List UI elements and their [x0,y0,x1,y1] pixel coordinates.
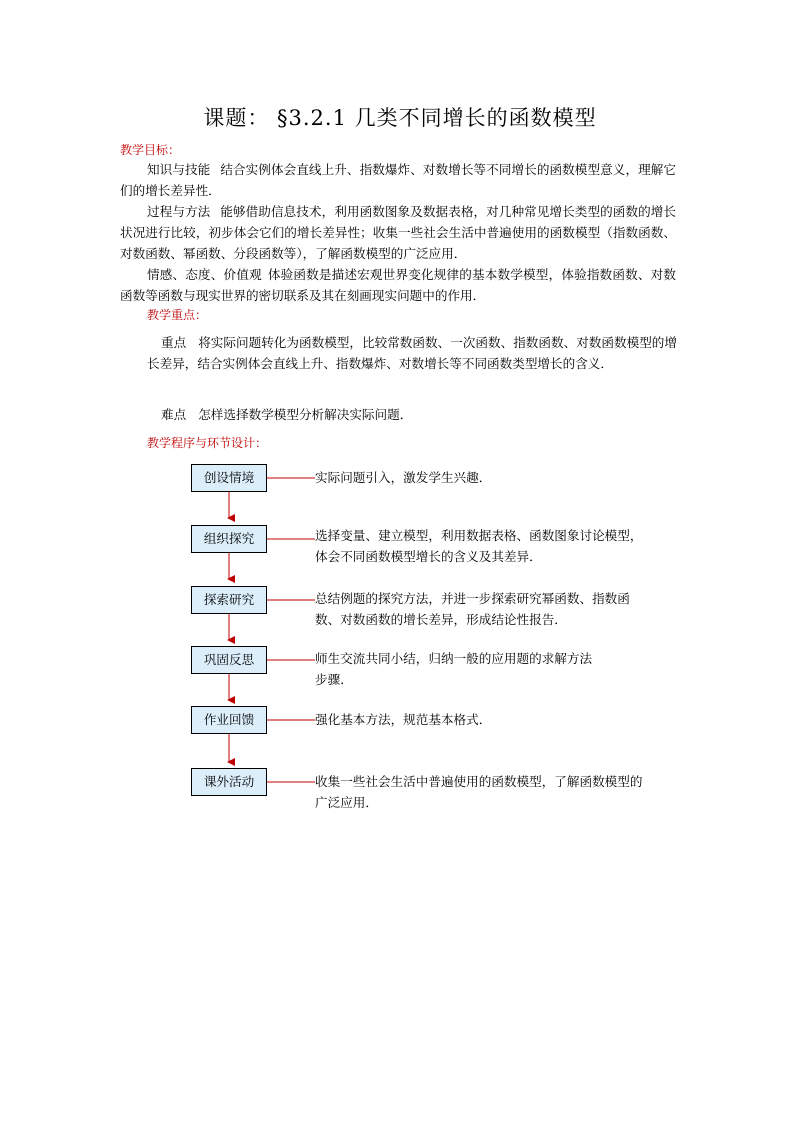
goal-process-label: 过程与方法 [147,204,211,219]
flow-step-3-box: 探索研究 [191,586,267,614]
goal-emotion-label: 情感、态度、价值观 [147,267,262,282]
flow-step-6-desc: 收集一些社会生活中普遍使用的函数模型，了解函数模型的广泛应用． [315,774,643,810]
page-title: 课题： §3.2.1 几类不同增长的函数模型 [203,106,597,130]
flow-step-4-box: 巩固反思 [191,646,267,674]
goal-process-text: 能够借助信息技术，利用函数图象及数据表格，对几种常见增长类型的函数的增长状况进行比较，初步体会它们的增长差异性；收集一些社会生活中普遍使用的函数模型（指数函数、对数函数、幂函数、分段函数等），了解函数模型的广泛应用． [120,204,677,261]
flow-step-4-desc: 师生交流共同小结，归纳一般的应用题的求解方法步骤． [315,651,593,687]
keypoint-difficulty-text: 怎样选择数学模型分析解决实际问题． [198,407,413,422]
goals-heading: 教学目标： [120,143,181,157]
procedure-heading: 教学程序与环节设计： [147,436,268,450]
keypoint-focus-text: 将实际问题转化为函数模型，比较常数函数、一次函数、指数函数、对数函数模型的增长差异，结合实例体会直线上升、指数爆炸、对数增长等不同函数类型增长的含义． [147,335,678,371]
keypoints-heading: 教学重点： [147,308,208,322]
keypoint-difficulty-label: 难点 [161,407,187,422]
goal-emotion-text: 体验函数是描述宏观世界变化规律的基本数学模型，体验指数函数、对数函数等函数与现实世界的密切联系及其在刻画现实问题中的作用． [120,267,677,303]
flow-step-1-desc: 实际问题引入，激发学生兴趣． [315,470,492,485]
flow-step-1-box: 创设情境 [191,464,267,492]
flow-step-6-box: 课外活动 [191,768,267,796]
flow-step-2-desc: 选择变量、建立模型，利用数据表格、函数图象讨论模型，体会不同函数模型增长的含义及其差异． [315,528,643,564]
goal-knowledge-text: 结合实例体会直线上升、指数爆炸、对数增长等不同增长的函数模型意义，理解它们的增长差异性． [120,162,677,198]
goal-knowledge-label: 知识与技能 [147,162,211,177]
keypoint-focus-label: 重点 [161,335,187,350]
flow-step-2-box: 组织探究 [191,525,267,553]
flow-step-5-desc: 强化基本方法，规范基本格式． [315,712,492,727]
flow-step-5-box: 作业回馈 [191,706,267,734]
flow-step-3-desc: 总结例题的探究方法，并进一步探索研究幂函数、指数函数、对数函数的增长差异，形成结论性报告． [315,591,630,627]
